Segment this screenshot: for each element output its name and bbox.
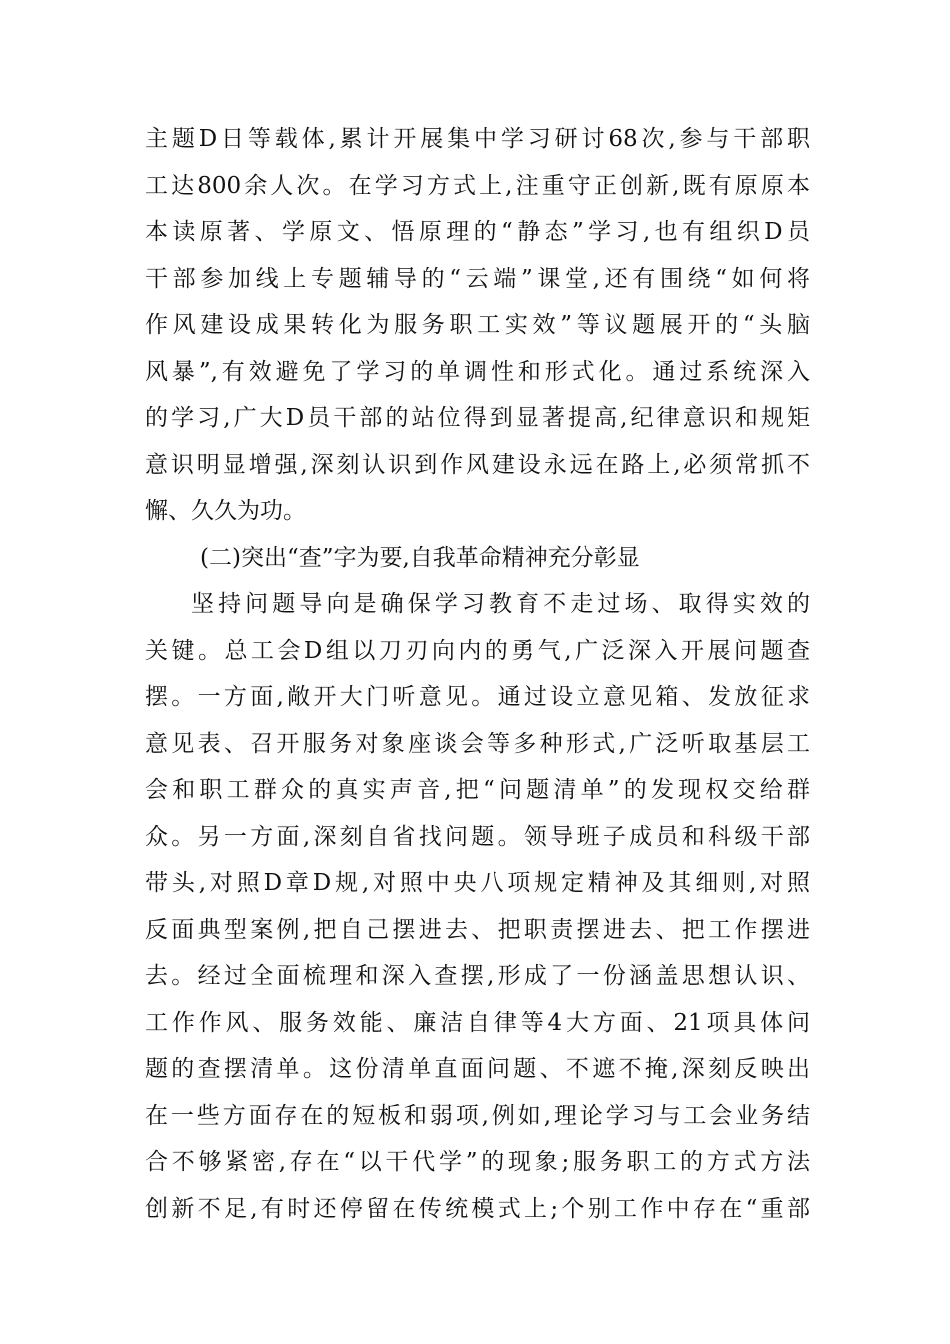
text-line: 摆。一方面,敞开大门听意见。通过设立意见箱、发放征求: [145, 684, 810, 710]
text-line: 带头,对照D章D规,对照中央八项规定精神及其细则,对照: [145, 870, 810, 896]
text-line: 主题D日等载体,累计开展集中学习研讨68次,参与干部职: [145, 126, 810, 152]
section-heading: (二)突出“查”字为要,自我革命精神充分彰显: [200, 544, 640, 571]
text-line: 题的查摆清单。这份清单直面问题、不遮不掩,深刻反映出: [145, 1056, 810, 1082]
text-line: 去。经过全面梳理和深入查摆,形成了一份涵盖思想认识、: [145, 963, 810, 989]
text-line: 懈、久久为功。: [145, 498, 306, 524]
body-text: [145, 116, 810, 1232]
text-line: 关键。总工会D组以刀刃向内的勇气,广泛深入开展问题查: [145, 637, 810, 664]
text-line: 干部参加线上专题辅导的“云端”课堂,还有围绕“如何将: [145, 265, 810, 292]
text-line: 工达800余人次。在学习方式上,注重守正创新,既有原原本: [145, 172, 810, 199]
text-line: 在一些方面存在的短板和弱项,例如,理论学习与工会业务结: [145, 1102, 810, 1129]
text-line: 会和职工群众的真实声音,把“问题清单”的发现权交给群: [145, 777, 810, 803]
text-line: 本读原著、学原文、悟原理的“静态”学习,也有组织D员: [145, 219, 810, 245]
text-line: 众。另一方面,深刻自省找问题。领导班子成员和科级干部: [145, 823, 810, 850]
text-line: 作风建设成果转化为服务职工实效”等议题展开的“头脑: [145, 312, 810, 338]
text-line: 工作作风、服务效能、廉洁自律等4大方面、21项具体问: [145, 1009, 810, 1036]
text-line: 坚持问题导向是确保学习教育不走过场、取得实效的: [191, 591, 810, 617]
text-line: 风暴”,有效避免了学习的单调性和形式化。通过系统深入: [145, 358, 810, 385]
text-line: 的学习,广大D员干部的站位得到显著提高,纪律意识和规矩: [145, 405, 810, 431]
text-line: 反面典型案例,把自己摆进去、把职责摆进去、把工作摆进: [145, 916, 810, 943]
text-line: 创新不足,有时还停留在传统模式上;个别工作中存在“重部: [145, 1195, 810, 1222]
text-line: 合不够紧密,存在“以干代学”的现象;服务职工的方式方法: [145, 1149, 810, 1175]
text-line: 意识明显增强,深刻认识到作风建设永远在路上,必须常抓不: [145, 451, 810, 478]
text-line: 意见表、召开服务对象座谈会等多种形式,广泛听取基层工: [145, 730, 810, 757]
